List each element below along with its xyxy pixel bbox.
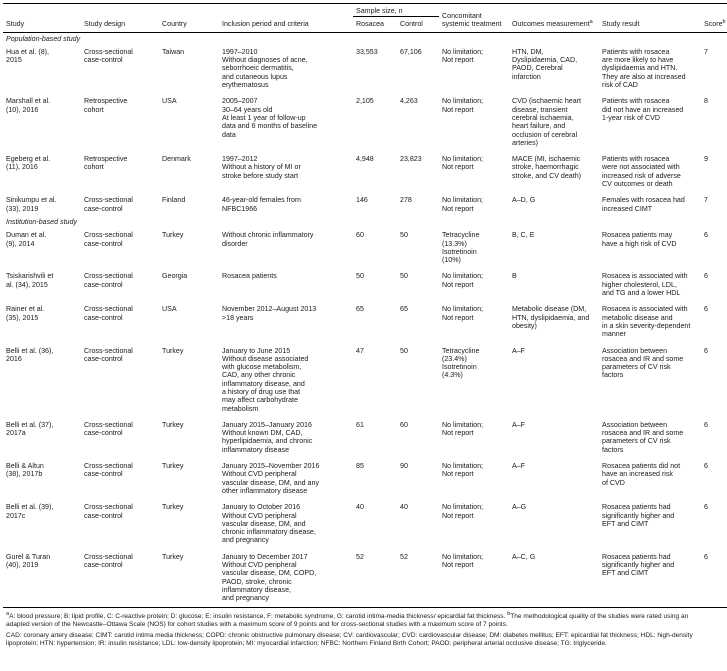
header-score-label: Score — [704, 20, 723, 29]
quality-score: 9 — [704, 155, 708, 164]
study-name-cell — [3, 268, 81, 301]
rosacea-count: 85 — [356, 462, 364, 471]
country-cell — [159, 343, 219, 417]
inclusion-criteria: January to June 2015 Without disease associated with glucose metabolism, CAD, any other chronic inflammatory disease, and a history of drug use that may affect carbohydrate metabolism — [222, 346, 309, 413]
study-name-cell — [3, 343, 81, 417]
concomitant-treatment-cell — [439, 417, 509, 458]
study-name-cell — [3, 93, 81, 151]
control-count: 65 — [400, 305, 408, 314]
quality-score: 6 — [704, 503, 708, 512]
footnote-b-mark: b — [507, 610, 511, 617]
study-design-cell — [81, 417, 159, 458]
table-row — [3, 227, 727, 268]
outcomes-measurement-cell — [509, 301, 599, 342]
country: Finland — [162, 196, 186, 205]
concomitant-treatment-cell — [439, 301, 509, 342]
outcomes-measurement-cell — [509, 549, 599, 607]
quality-score: 6 — [704, 462, 708, 471]
rosacea-count: 40 — [356, 503, 364, 512]
study-name: Gurel & Turan (40), 2019 — [6, 552, 51, 570]
rosacea-count-cell — [353, 192, 397, 217]
study-design: Cross-sectional case-control — [84, 196, 133, 213]
study-result: Rosacea patients may have a high risk of CVD — [602, 231, 677, 248]
study-design: Cross-sectional case-control — [84, 305, 133, 322]
quality-score: 6 — [704, 552, 708, 561]
control-count-cell — [397, 268, 439, 301]
study-name: Marshall et al. (10), 2016 — [6, 97, 51, 114]
inclusion-criteria: Without chronic inflammatory disorder — [222, 231, 314, 248]
study-design-cell — [81, 44, 159, 93]
country: Turkey — [162, 503, 184, 512]
header-sample-size-label: Sample size, n — [356, 7, 403, 15]
concomitant-treatment: No limitation; Not report — [442, 97, 484, 114]
concomitant-treatment: No limitation; Not report — [442, 305, 484, 322]
outcomes-measurement: B, C, E — [512, 231, 535, 240]
header-score-footnote-mark: b — [722, 19, 726, 26]
table-row — [3, 549, 727, 607]
quality-score: 6 — [704, 231, 708, 240]
study-result-cell — [599, 301, 701, 342]
country-cell — [159, 417, 219, 458]
study-design-cell — [81, 268, 159, 301]
country-cell — [159, 458, 219, 499]
country-cell — [159, 301, 219, 342]
inclusion-criteria: 1997–2010 Without diagnoses of acne, seborrhoeic dermatitis, and cutaneous lupus erythematosus — [222, 47, 308, 90]
quality-score: 6 — [704, 346, 708, 355]
quality-score: 7 — [704, 196, 708, 205]
study-result-cell — [599, 93, 701, 151]
study-design: Cross-sectional case-control — [84, 462, 133, 479]
study-name-cell — [3, 44, 81, 93]
control-count-cell — [397, 458, 439, 499]
quality-score-cell — [701, 151, 727, 192]
outcomes-measurement-cell — [509, 458, 599, 499]
study-result-cell — [599, 151, 701, 192]
rosacea-count: 60 — [356, 231, 364, 240]
study-result-cell — [599, 417, 701, 458]
study-result-cell — [599, 458, 701, 499]
country: Turkey — [162, 231, 184, 240]
study-name: Sinikumpu et al. (33), 2019 — [6, 196, 57, 213]
header-control: Control — [397, 17, 439, 32]
footnote-a-text: A: blood pressure; B: lipid profile, C: C-reactive protein; D: glucose; E: insulin resistance, F: metabolic syndrome, G: carotid intima-media thickness/ epicardial fat thickness. — [9, 612, 506, 620]
inclusion-criteria-cell — [219, 343, 353, 417]
rosacea-count: 146 — [356, 196, 368, 205]
quality-score-cell — [701, 301, 727, 342]
header-result: Study result — [599, 4, 701, 33]
control-count: 278 — [400, 196, 412, 205]
concomitant-treatment: No limitation; Not report — [442, 420, 484, 438]
footnote-a-mark: a — [6, 610, 10, 617]
study-result: Association between rosacea and IR and some parameters of CV risk factors — [602, 420, 684, 454]
concomitant-treatment: No limitation; Not report — [442, 503, 484, 520]
table-row — [3, 93, 727, 151]
rosacea-count-cell — [353, 458, 397, 499]
outcomes-measurement-cell — [509, 268, 599, 301]
control-count-cell — [397, 227, 439, 268]
country-cell — [159, 93, 219, 151]
header-country: Country — [159, 4, 219, 33]
concomitant-treatment-cell — [439, 93, 509, 151]
study-result-cell — [599, 549, 701, 607]
quality-score-cell — [701, 93, 727, 151]
studies-table — [3, 3, 727, 608]
header-inclusion — [219, 4, 353, 33]
rosacea-count-cell — [353, 549, 397, 607]
inclusion-criteria-cell — [219, 458, 353, 499]
outcomes-measurement: Metabolic disease (DM, HTN, dyslipidaemia, and obesity) — [512, 305, 590, 330]
control-count: 50 — [400, 346, 408, 355]
header-treatment — [439, 4, 509, 33]
rosacea-count-cell — [353, 93, 397, 151]
rosacea-count: 2,105 — [356, 97, 374, 106]
outcomes-measurement: B — [512, 272, 517, 281]
study-design-cell — [81, 458, 159, 499]
outcomes-measurement: A–C, G — [512, 552, 536, 561]
control-count: 40 — [400, 503, 408, 512]
study-name-cell — [3, 458, 81, 499]
study-design: Cross-sectional case-control — [84, 552, 133, 570]
control-count: 60 — [400, 420, 408, 429]
country: Turkey — [162, 552, 184, 561]
outcomes-measurement-cell — [509, 227, 599, 268]
inclusion-criteria: 2005–2007 30–64 years old At least 1 year of follow-up data and 6 months of baseline data — [222, 97, 318, 139]
inclusion-criteria: January to October 2016 Without CVD peripheral vascular disease, DM, and chronic inflammatory disease, and pregnancy — [222, 503, 316, 545]
quality-score-cell — [701, 417, 727, 458]
outcomes-measurement: HTN, DM, Dyslipidaemia, CAD, PAOD, Cerebral infarction — [512, 47, 578, 81]
study-result: Rosacea patients had significantly higher and EFT and CIMT — [602, 552, 675, 578]
header-treatment-label: Concomitant systemic treatment — [442, 12, 502, 29]
outcomes-measurement: A–G — [512, 503, 527, 512]
study-result-cell — [599, 44, 701, 93]
header-outcomes-label: Outcomes measurement — [512, 20, 590, 29]
rosacea-count-cell — [353, 151, 397, 192]
country-cell — [159, 192, 219, 217]
study-name: Rainer et al. (35), 2015 — [6, 305, 45, 322]
country: Georgia — [162, 272, 188, 281]
concomitant-treatment: No limitation; Not report — [442, 47, 484, 65]
quality-score: 7 — [704, 47, 708, 56]
rosacea-count-cell — [353, 499, 397, 548]
inclusion-criteria-cell — [219, 499, 353, 548]
concomitant-treatment: Tetracycline (13.3%) Isotretinoin (10%) — [442, 231, 480, 265]
study-name-cell — [3, 301, 81, 342]
study-design: Cross-sectional case-control — [84, 231, 133, 248]
country-cell — [159, 268, 219, 301]
outcomes-measurement: CVD (ischaemic heart disease, transient cerebral ischaemia, heart failure, and occlusion of cerebral arteries) — [512, 97, 581, 147]
study-design: Cross-sectional case-control — [84, 272, 133, 289]
control-count-cell — [397, 417, 439, 458]
outcomes-measurement-cell — [509, 343, 599, 417]
inclusion-criteria: 46-year-old females from NFBC1966 — [222, 196, 301, 213]
table-row — [3, 343, 727, 417]
control-count: 52 — [400, 552, 408, 561]
country: Denmark — [162, 155, 191, 164]
concomitant-treatment-cell — [439, 192, 509, 217]
rosacea-count: 52 — [356, 552, 364, 561]
control-count-cell — [397, 151, 439, 192]
concomitant-treatment-cell — [439, 44, 509, 93]
footnote-b-text: The methodological quality of the studies were rated using an adapted version of the Newcastle–Ottawa Scale (NOS) for cohort studies with a maximum score of 9 points and for cross-sectional studies with a maximum score of 7 points. — [6, 612, 689, 628]
control-count-cell — [397, 192, 439, 217]
study-result: Rosacea is associated with higher cholesterol, LDL, and TG and a lower HDL — [602, 272, 688, 298]
rosacea-count-cell — [353, 343, 397, 417]
quality-score: 6 — [704, 272, 708, 281]
study-result-cell — [599, 227, 701, 268]
control-count: 4,263 — [400, 97, 418, 106]
rosacea-count: 47 — [356, 346, 364, 355]
control-count-cell — [397, 301, 439, 342]
quality-score-cell — [701, 343, 727, 417]
control-count: 90 — [400, 462, 408, 471]
table-row — [3, 192, 727, 217]
study-design: Retrospective cohort — [84, 155, 128, 172]
table-body — [3, 32, 727, 607]
inclusion-criteria-cell — [219, 93, 353, 151]
header-outcomes — [509, 4, 599, 33]
inclusion-criteria-cell — [219, 192, 353, 217]
group-label: Institution-based study — [6, 217, 77, 226]
study-design-cell — [81, 343, 159, 417]
country: Turkey — [162, 462, 184, 471]
country-cell — [159, 499, 219, 548]
study-design: Cross-sectional case-control — [84, 420, 133, 438]
country: USA — [162, 305, 177, 314]
control-count-cell — [397, 44, 439, 93]
header-rosacea: Rosacea — [353, 17, 397, 32]
concomitant-treatment: No limitation; Not report — [442, 196, 484, 213]
concomitant-treatment-cell — [439, 227, 509, 268]
group-row — [3, 32, 727, 44]
study-name: Belli et al. (36), 2016 — [6, 346, 54, 363]
study-result: Females with rosacea had increased CIMT — [602, 196, 685, 213]
inclusion-criteria-cell — [219, 301, 353, 342]
concomitant-treatment-cell — [439, 499, 509, 548]
rosacea-count-cell — [353, 268, 397, 301]
table-row — [3, 301, 727, 342]
header-study-design: Study design — [81, 4, 159, 33]
study-design: Cross-sectional case-control — [84, 503, 133, 520]
table-footnotes — [3, 608, 697, 649]
concomitant-treatment: Tetracycline (23.4%) Isotretinoin (4.3%) — [442, 346, 480, 380]
country: USA — [162, 97, 177, 106]
study-name-cell — [3, 499, 81, 548]
inclusion-criteria-cell — [219, 151, 353, 192]
study-name: Duman et al. (9), 2014 — [6, 231, 47, 248]
inclusion-criteria: January 2015–January 2016 Without known DM, CAD, hyperlipidaemia, and chronic inflammatory disease — [222, 420, 313, 454]
concomitant-treatment: No limitation; Not report — [442, 552, 484, 570]
footnote-abbreviations: CAD: coronary artery disease; CIMT: carotid intima media thickness; COPD: chronic obstructive pulmonary disease; CV: cardiovascular; CVD: cardiovascular disease; DM: diabetes mellitus; EFT: epicardial fat thickness; HDL: high-density lipoprotein; HTN: hypertension; IR: insulin resistance; LDL: low-density lipoprotein; MI: myocardial infarction; NFBC: Northern Finland Birth Cohort; PAOD: peripheral arterial occlusive disease; TG: triglyceride. — [6, 631, 693, 648]
quality-score-cell — [701, 192, 727, 217]
study-result: Association between rosacea and IR and some parameters of CV risk factors — [602, 346, 684, 380]
study-design-cell — [81, 93, 159, 151]
quality-score-cell — [701, 458, 727, 499]
outcomes-measurement-cell — [509, 192, 599, 217]
concomitant-treatment: No limitation; Not report — [442, 462, 484, 479]
outcomes-measurement-cell — [509, 417, 599, 458]
study-design: Cross-sectional case-control — [84, 47, 133, 65]
study-design: Retrospective cohort — [84, 97, 128, 114]
country: Turkey — [162, 420, 184, 429]
table-row — [3, 499, 727, 548]
study-design-cell — [81, 301, 159, 342]
control-count-cell — [397, 549, 439, 607]
control-count: 23,823 — [400, 155, 422, 164]
rosacea-count-cell — [353, 44, 397, 93]
study-name: Belli et al. (39), 2017c — [6, 503, 54, 520]
control-count: 67,106 — [400, 47, 422, 56]
outcomes-measurement-cell — [509, 499, 599, 548]
study-result: Patients with rosacea are more likely to have dyslipidaemia and HTN. They are also at increased risk of CAD — [602, 47, 686, 90]
inclusion-criteria-cell — [219, 417, 353, 458]
quality-score: 8 — [704, 97, 708, 106]
control-count: 50 — [400, 231, 408, 240]
header-study: Study — [3, 4, 81, 33]
quality-score: 6 — [704, 305, 708, 314]
control-count-cell — [397, 343, 439, 417]
outcomes-measurement: A–F — [512, 462, 526, 471]
outcomes-measurement: A–F — [512, 346, 526, 355]
study-name-cell — [3, 192, 81, 217]
table-row — [3, 44, 727, 93]
study-name-cell — [3, 227, 81, 268]
study-result: Rosacea patients had significantly higher and EFT and CIMT — [602, 503, 675, 528]
rosacea-count-cell — [353, 417, 397, 458]
outcomes-measurement-cell — [509, 93, 599, 151]
study-name: Egeberg et al. (11), 2016 — [6, 155, 51, 172]
outcomes-measurement-cell — [509, 151, 599, 192]
control-count-cell — [397, 499, 439, 548]
table-row — [3, 268, 727, 301]
study-name-cell — [3, 151, 81, 192]
study-result-cell — [599, 343, 701, 417]
concomitant-treatment-cell — [439, 151, 509, 192]
header-sample-size — [353, 4, 439, 17]
study-name-cell — [3, 549, 81, 607]
country-cell — [159, 549, 219, 607]
study-name: Hua et al. (8), 2015 — [6, 47, 49, 65]
study-design-cell — [81, 227, 159, 268]
outcomes-measurement-cell — [509, 44, 599, 93]
inclusion-criteria: 1997–2012 Without a history of MI or stroke before study start — [222, 155, 301, 180]
outcomes-measurement: MACE (MI, ischaemic stroke, haemorrhagic stroke, and CV death) — [512, 155, 582, 180]
inclusion-criteria: January to December 2017 Without CVD peripheral vascular disease, DM, COPD, PAOD, stroke, chronic inflammatory disease, and pregnancy — [222, 552, 317, 603]
inclusion-criteria: Rosacea patients — [222, 272, 277, 281]
quality-score-cell — [701, 499, 727, 548]
concomitant-treatment-cell — [439, 343, 509, 417]
rosacea-count: 4,948 — [356, 155, 374, 164]
quality-score-cell — [701, 44, 727, 93]
concomitant-treatment-cell — [439, 458, 509, 499]
rosacea-count: 33,553 — [356, 47, 378, 56]
group-label: Population-based study — [6, 34, 81, 43]
group-row — [3, 217, 727, 227]
study-design-cell — [81, 192, 159, 217]
inclusion-criteria-cell — [219, 549, 353, 607]
header-score — [701, 4, 727, 33]
footnote-a-b — [6, 610, 694, 629]
rosacea-count-cell — [353, 227, 397, 268]
table-row — [3, 417, 727, 458]
study-name: Belli et al. (37), 2017a — [6, 420, 54, 438]
outcomes-measurement: A–F — [512, 420, 526, 429]
control-count: 50 — [400, 272, 408, 281]
country-cell — [159, 227, 219, 268]
rosacea-count: 50 — [356, 272, 364, 281]
table-row — [3, 151, 727, 192]
outcomes-measurement: A–D, G — [512, 196, 536, 205]
study-design-cell — [81, 499, 159, 548]
quality-score-cell — [701, 268, 727, 301]
table-row — [3, 458, 727, 499]
inclusion-criteria-cell — [219, 44, 353, 93]
study-name: Tsiskarishvili et al. (34), 2015 — [6, 272, 54, 289]
inclusion-criteria-cell — [219, 227, 353, 268]
rosacea-count: 65 — [356, 305, 364, 314]
study-result-cell — [599, 499, 701, 548]
concomitant-treatment: No limitation; Not report — [442, 155, 484, 172]
header-inclusion-label: Inclusion period and criteria — [222, 20, 309, 29]
study-result: Rosacea is associated with metabolic disease and in a skin severity-dependent manner — [602, 305, 691, 339]
quality-score-cell — [701, 549, 727, 607]
study-result: Rosacea patients did not have an increased risk of CVD — [602, 462, 681, 487]
rosacea-count-cell — [353, 301, 397, 342]
study-name: Belli & Altun (38), 2017b — [6, 462, 44, 479]
country: Taiwan — [162, 47, 185, 56]
concomitant-treatment: No limitation; Not report — [442, 272, 484, 289]
header-outcomes-footnote-mark: a — [589, 19, 593, 26]
study-design: Cross-sectional case-control — [84, 346, 133, 363]
concomitant-treatment-cell — [439, 549, 509, 607]
inclusion-criteria: November 2012–August 2013 >18 years — [222, 305, 317, 322]
study-result: Patients with rosacea were not associated with increased risk of adverse CV outcomes or death — [602, 155, 681, 189]
quality-score-cell — [701, 227, 727, 268]
inclusion-criteria: January 2015–November 2016 Without CVD peripheral vascular disease, DM, and any other inflammatory disease — [222, 462, 320, 495]
study-name-cell — [3, 417, 81, 458]
study-design-cell — [81, 151, 159, 192]
table-header — [3, 4, 727, 33]
control-count-cell — [397, 93, 439, 151]
study-result-cell — [599, 268, 701, 301]
country-cell — [159, 44, 219, 93]
study-result: Patients with rosacea did not have an increased 1-year risk of CVD — [602, 97, 684, 122]
country-cell — [159, 151, 219, 192]
rosacea-count: 61 — [356, 420, 364, 429]
quality-score: 6 — [704, 420, 708, 429]
study-result-cell — [599, 192, 701, 217]
study-design-cell — [81, 549, 159, 607]
inclusion-criteria-cell — [219, 268, 353, 301]
concomitant-treatment-cell — [439, 268, 509, 301]
country: Turkey — [162, 346, 184, 355]
